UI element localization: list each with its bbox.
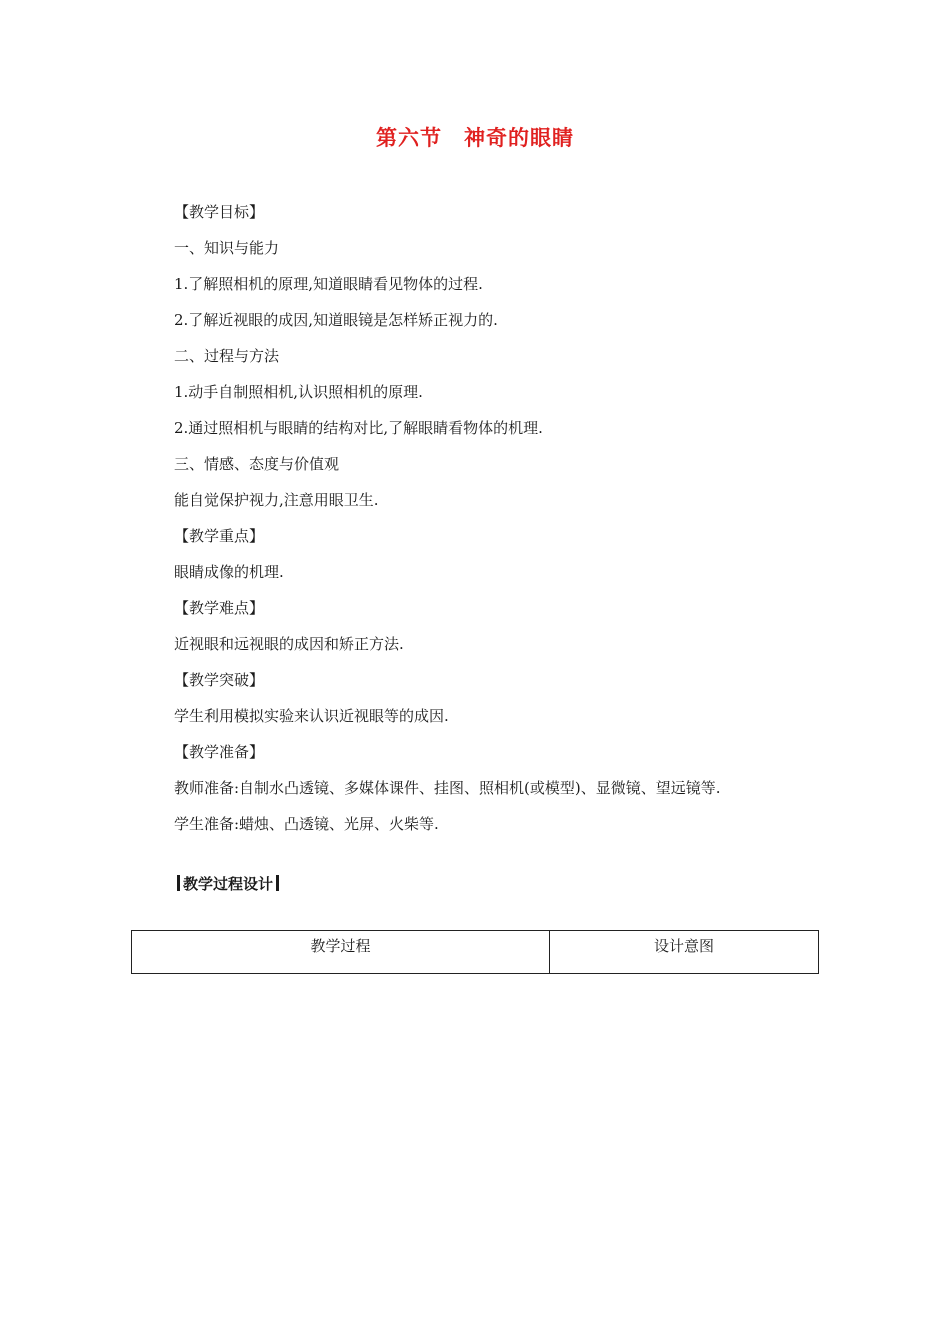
objective-item: 2.了解近视眼的成因,知道眼镜是怎样矫正视力的. bbox=[174, 311, 498, 329]
heading-bar-right bbox=[276, 875, 279, 891]
heading-key-points: 【教学重点】 bbox=[174, 527, 265, 545]
header-design-intent: 设计意图 bbox=[550, 931, 819, 974]
teacher-preparation-text: 教师准备:自制水凸透镜、多媒体课件、挂图、照相机(或模型)、显微镜、望远镜等. bbox=[174, 779, 721, 797]
subheading-process-method: 二、过程与方法 bbox=[174, 347, 280, 365]
table-header-row bbox=[132, 931, 819, 974]
title-lesson-name: 神奇的眼睛 bbox=[464, 126, 574, 150]
objective-item: 能自觉保护视力,注意用眼卫生. bbox=[174, 491, 379, 509]
heading-bar-left bbox=[177, 875, 180, 891]
heading-preparation: 【教学准备】 bbox=[174, 743, 265, 761]
key-points-text: 眼睛成像的机理. bbox=[174, 563, 284, 581]
header-teaching-process: 教学过程 bbox=[132, 931, 550, 974]
process-design-heading-label: 教学过程设计 bbox=[183, 875, 274, 893]
subheading-knowledge-ability: 一、知识与能力 bbox=[174, 239, 280, 257]
student-preparation-text: 学生准备:蜡烛、凸透镜、光屏、火柴等. bbox=[174, 815, 439, 833]
subheading-emotion-values: 三、情感、态度与价值观 bbox=[174, 455, 340, 473]
process-design-heading bbox=[174, 872, 282, 896]
difficulties-text: 近视眼和远视眼的成因和矫正方法. bbox=[174, 635, 404, 653]
objective-item: 1.动手自制照相机,认识照相机的原理. bbox=[174, 383, 423, 401]
process-design-table bbox=[131, 930, 819, 974]
objective-item: 1.了解照相机的原理,知道眼睛看见物体的过程. bbox=[174, 275, 483, 293]
heading-breakthrough: 【教学突破】 bbox=[174, 671, 265, 689]
title-section-number: 第六节 bbox=[376, 126, 442, 150]
heading-difficulties: 【教学难点】 bbox=[174, 599, 265, 617]
heading-teaching-objectives: 【教学目标】 bbox=[174, 203, 265, 221]
document-title bbox=[0, 122, 950, 152]
lesson-plan-body bbox=[174, 200, 854, 848]
objective-item: 2.通过照相机与眼睛的结构对比,了解眼睛看物体的机理. bbox=[174, 419, 543, 437]
breakthrough-text: 学生利用模拟实验来认识近视眼等的成因. bbox=[174, 707, 449, 725]
